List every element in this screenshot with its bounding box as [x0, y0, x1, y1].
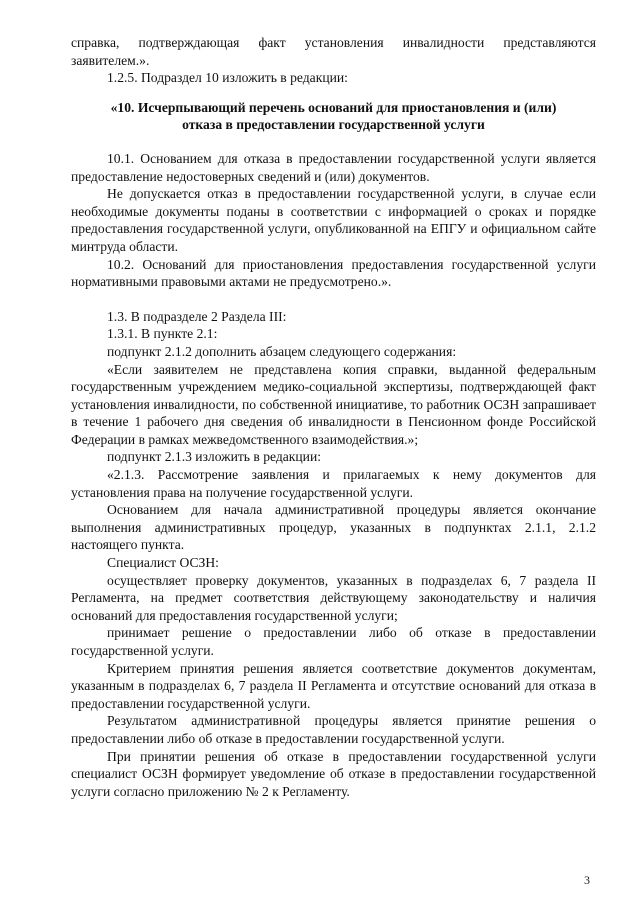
paragraph-10-2: 10.2. Оснований для приостановления предоставления государственной услуги нормативными правовыми актами не предусмотрено.». — [71, 256, 596, 290]
paragraph-makes-decision: принимает решение о предоставлении либо об отказе в предоставлении государственной услуги. — [71, 625, 596, 658]
paragraph-10-1: 10.1. Основанием для отказа в предоставлении государственной услуги является предоставление недостоверных сведений и (или) документов. — [71, 150, 596, 184]
paragraph-1-3-1: 1.3.1. В пункте 2.1: — [107, 326, 218, 342]
paragraph-result: Результатом административной процедуры является принятие решения о предоставлении либо об отказе в предоставлении государственной услуги. — [71, 713, 596, 746]
paragraph-continuation: справка, подтверждающая факт установления инвалидности представляются заявителем.». — [71, 35, 596, 68]
paragraph-2-1-3-quote: «2.1.3. Рассмотрение заявления и прилагаемых к нему документов для установления права на получение государственной услуги. — [71, 467, 596, 500]
paragraph-1-3: 1.3. В подразделе 2 Раздела III: — [107, 308, 287, 324]
paragraph-procedure-basis: Основанием для начала административной процедуры является окончание выполнения административных процедур, указанных в подпунктах 2.1.1, 2.1.2 настоящего пункта. — [71, 502, 596, 553]
paragraph-gap — [71, 291, 596, 308]
paragraph-refusal-notice: При принятии решения об отказе в предоставлении государственной услуги специалист ОСЗН формирует уведомление об отказе в предоставлении государственной услуги согласно приложению № 2 к Регламенту. — [71, 748, 596, 799]
paragraph-criterion: Критерием принятия решения является соответствие документов документам, указанным в подразделах 6, 7 раздела II Регламента и отсутствие оснований для отказа в предоставлении государственной услуги. — [71, 660, 596, 711]
paragraph-specialist: Специалист ОСЗН: — [107, 555, 219, 571]
paragraph-1-2-5: 1.2.5. Подраздел 10 изложить в редакции: — [107, 70, 348, 86]
paragraph-no-refusal: Не допускается отказ в предоставлении государственной услуги, в случае если необходимые документы поданы в соответствии с информацией о сроках и порядке предоставления государственной услуги, опубликованной на ЕПГУ и официальном сайте минтруда области. — [71, 186, 596, 254]
document-body — [71, 34, 596, 800]
paragraph-2-1-3-intro: подпункт 2.1.3 изложить в редакции: — [107, 449, 322, 465]
page-number: 3 — [584, 873, 590, 887]
paragraph-checks-documents: осуществляет проверку документов, указанных в подразделах 6, 7 раздела II Регламента, на предмет соответствия действующему законодательству и наличия оснований для предоставления государственной услуги; — [71, 572, 596, 623]
paragraph-2-1-2-quote: «Если заявителем не представлена копия справки, выданной федеральным государственным учреждением медико-социальной экспертизы, подтверждающей факт установления инвалидности, по собственной инициативе, то работник ОСЗН запрашивает в течение 1 рабочего дня сведения об инвалидности в Пенсионном фонде Российской Федерации в рамках межведомственного взаимодействия.»; — [71, 361, 596, 447]
paragraph-2-1-2-intro: подпункт 2.1.2 дополнить абзацем следующего содержания: — [107, 343, 457, 359]
section-10-heading: «10. Исчерпывающий перечень оснований для приостановления и (или) отказа в предоставлении государственной услуги — [110, 99, 557, 133]
